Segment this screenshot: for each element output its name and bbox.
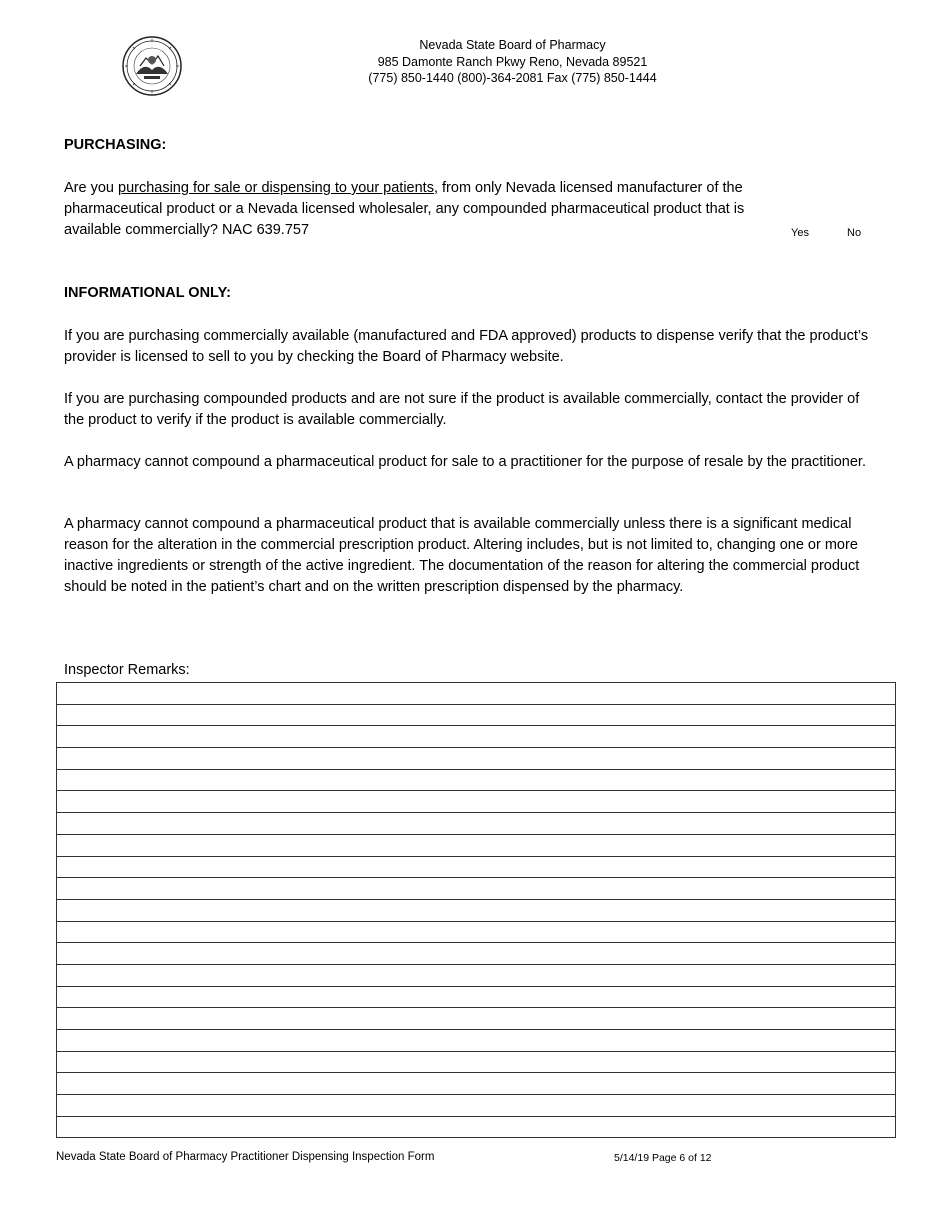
remarks-line-field[interactable] bbox=[57, 1095, 896, 1117]
letterhead bbox=[300, 37, 725, 87]
board-seal-logo bbox=[122, 36, 182, 96]
remarks-row bbox=[57, 921, 896, 943]
remarks-row bbox=[57, 1073, 896, 1095]
remarks-row bbox=[57, 1008, 896, 1030]
org-name: Nevada State Board of Pharmacy bbox=[419, 38, 606, 52]
info-paragraph: A pharmacy cannot compound a pharmaceutical product for sale to a practitioner for the purpose of resale by the practitioner. bbox=[64, 454, 866, 470]
no-option[interactable]: No bbox=[847, 227, 862, 239]
remarks-line-field[interactable] bbox=[57, 1116, 896, 1138]
remarks-line-field[interactable] bbox=[57, 964, 896, 986]
info-paragraph: A pharmacy cannot compound a pharmaceutical product that is available commercially unless there is a significant medical reason for the alteration in the commercial prescription product. Altering includes, but is not limited to, changing one or more inactive ingredients or strength of the active ingredient. The documentation of the reason for altering the commercial product should be noted in the patient’s chart and on the written prescription dispensed by the pharmacy. bbox=[64, 516, 860, 595]
remarks-row bbox=[57, 1051, 896, 1073]
remarks-line-field[interactable] bbox=[57, 1073, 896, 1095]
question-prefix: Are you bbox=[64, 180, 118, 196]
footer-form-name: Nevada State Board of Pharmacy Practitioner Dispensing Inspection Form bbox=[56, 1151, 435, 1163]
remarks-line-field[interactable] bbox=[57, 878, 896, 900]
remarks-line-field[interactable] bbox=[57, 1051, 896, 1073]
remarks-line-field[interactable] bbox=[57, 899, 896, 921]
remarks-row bbox=[57, 769, 896, 791]
footer-date-page: 5/14/19 Page 6 of 12 bbox=[614, 1152, 712, 1164]
remarks-row bbox=[57, 878, 896, 900]
remarks-line-field[interactable] bbox=[57, 834, 896, 856]
remarks-line-field[interactable] bbox=[57, 726, 896, 748]
remarks-line-field[interactable] bbox=[57, 791, 896, 813]
remarks-line-field[interactable] bbox=[57, 856, 896, 878]
org-phones: (775) 850-1440 (800)-364-2081 Fax (775) 850-1444 bbox=[368, 71, 657, 85]
question-rest: , from only Nevada licensed manufacturer of the pharmaceutical product or a Nevada licensed wholesaler, any compounded pharmaceutical product that is available commercially? NAC 639.757 bbox=[64, 180, 745, 238]
remarks-row bbox=[57, 683, 896, 705]
remarks-line-field[interactable] bbox=[57, 704, 896, 726]
remarks-line-field[interactable] bbox=[57, 1030, 896, 1052]
remarks-row bbox=[57, 856, 896, 878]
remarks-line-field[interactable] bbox=[57, 748, 896, 770]
remarks-row bbox=[57, 834, 896, 856]
remarks-row bbox=[57, 748, 896, 770]
remarks-line-field[interactable] bbox=[57, 683, 896, 705]
remarks-row bbox=[57, 704, 896, 726]
remarks-row bbox=[57, 813, 896, 835]
informational-title: INFORMATIONAL ONLY: bbox=[64, 285, 232, 301]
yes-option[interactable]: Yes bbox=[791, 227, 809, 239]
remarks-row bbox=[57, 726, 896, 748]
remarks-row bbox=[57, 986, 896, 1008]
remarks-line-field[interactable] bbox=[57, 943, 896, 965]
remarks-row bbox=[57, 964, 896, 986]
remarks-line-field[interactable] bbox=[57, 986, 896, 1008]
inspector-remarks-table bbox=[56, 682, 896, 1138]
inspector-remarks-label: Inspector Remarks: bbox=[64, 662, 190, 678]
purchasing-title: PURCHASING: bbox=[64, 137, 167, 153]
remarks-row bbox=[57, 1030, 896, 1052]
purchasing-question bbox=[64, 178, 784, 241]
remarks-row bbox=[57, 899, 896, 921]
info-paragraph: If you are purchasing commercially available (manufactured and FDA approved) products to dispense verify that the product’s provider is licensed to sell to you by checking the Board of Pharmacy website. bbox=[64, 328, 869, 365]
remarks-row bbox=[57, 791, 896, 813]
remarks-row bbox=[57, 1116, 896, 1138]
remarks-line-field[interactable] bbox=[57, 1008, 896, 1030]
remarks-row bbox=[57, 1095, 896, 1117]
org-address: 985 Damonte Ranch Pkwy Reno, Nevada 89521 bbox=[377, 54, 648, 69]
remarks-row bbox=[57, 943, 896, 965]
info-paragraph: If you are purchasing compounded products and are not sure if the product is available commercially, contact the provider of the product to verify if the product is available commercially. bbox=[64, 391, 860, 428]
remarks-line-field[interactable] bbox=[57, 769, 896, 791]
remarks-line-field[interactable] bbox=[57, 813, 896, 835]
remarks-line-field[interactable] bbox=[57, 921, 896, 943]
question-underlined: purchasing for sale or dispensing to your patients bbox=[118, 180, 434, 196]
